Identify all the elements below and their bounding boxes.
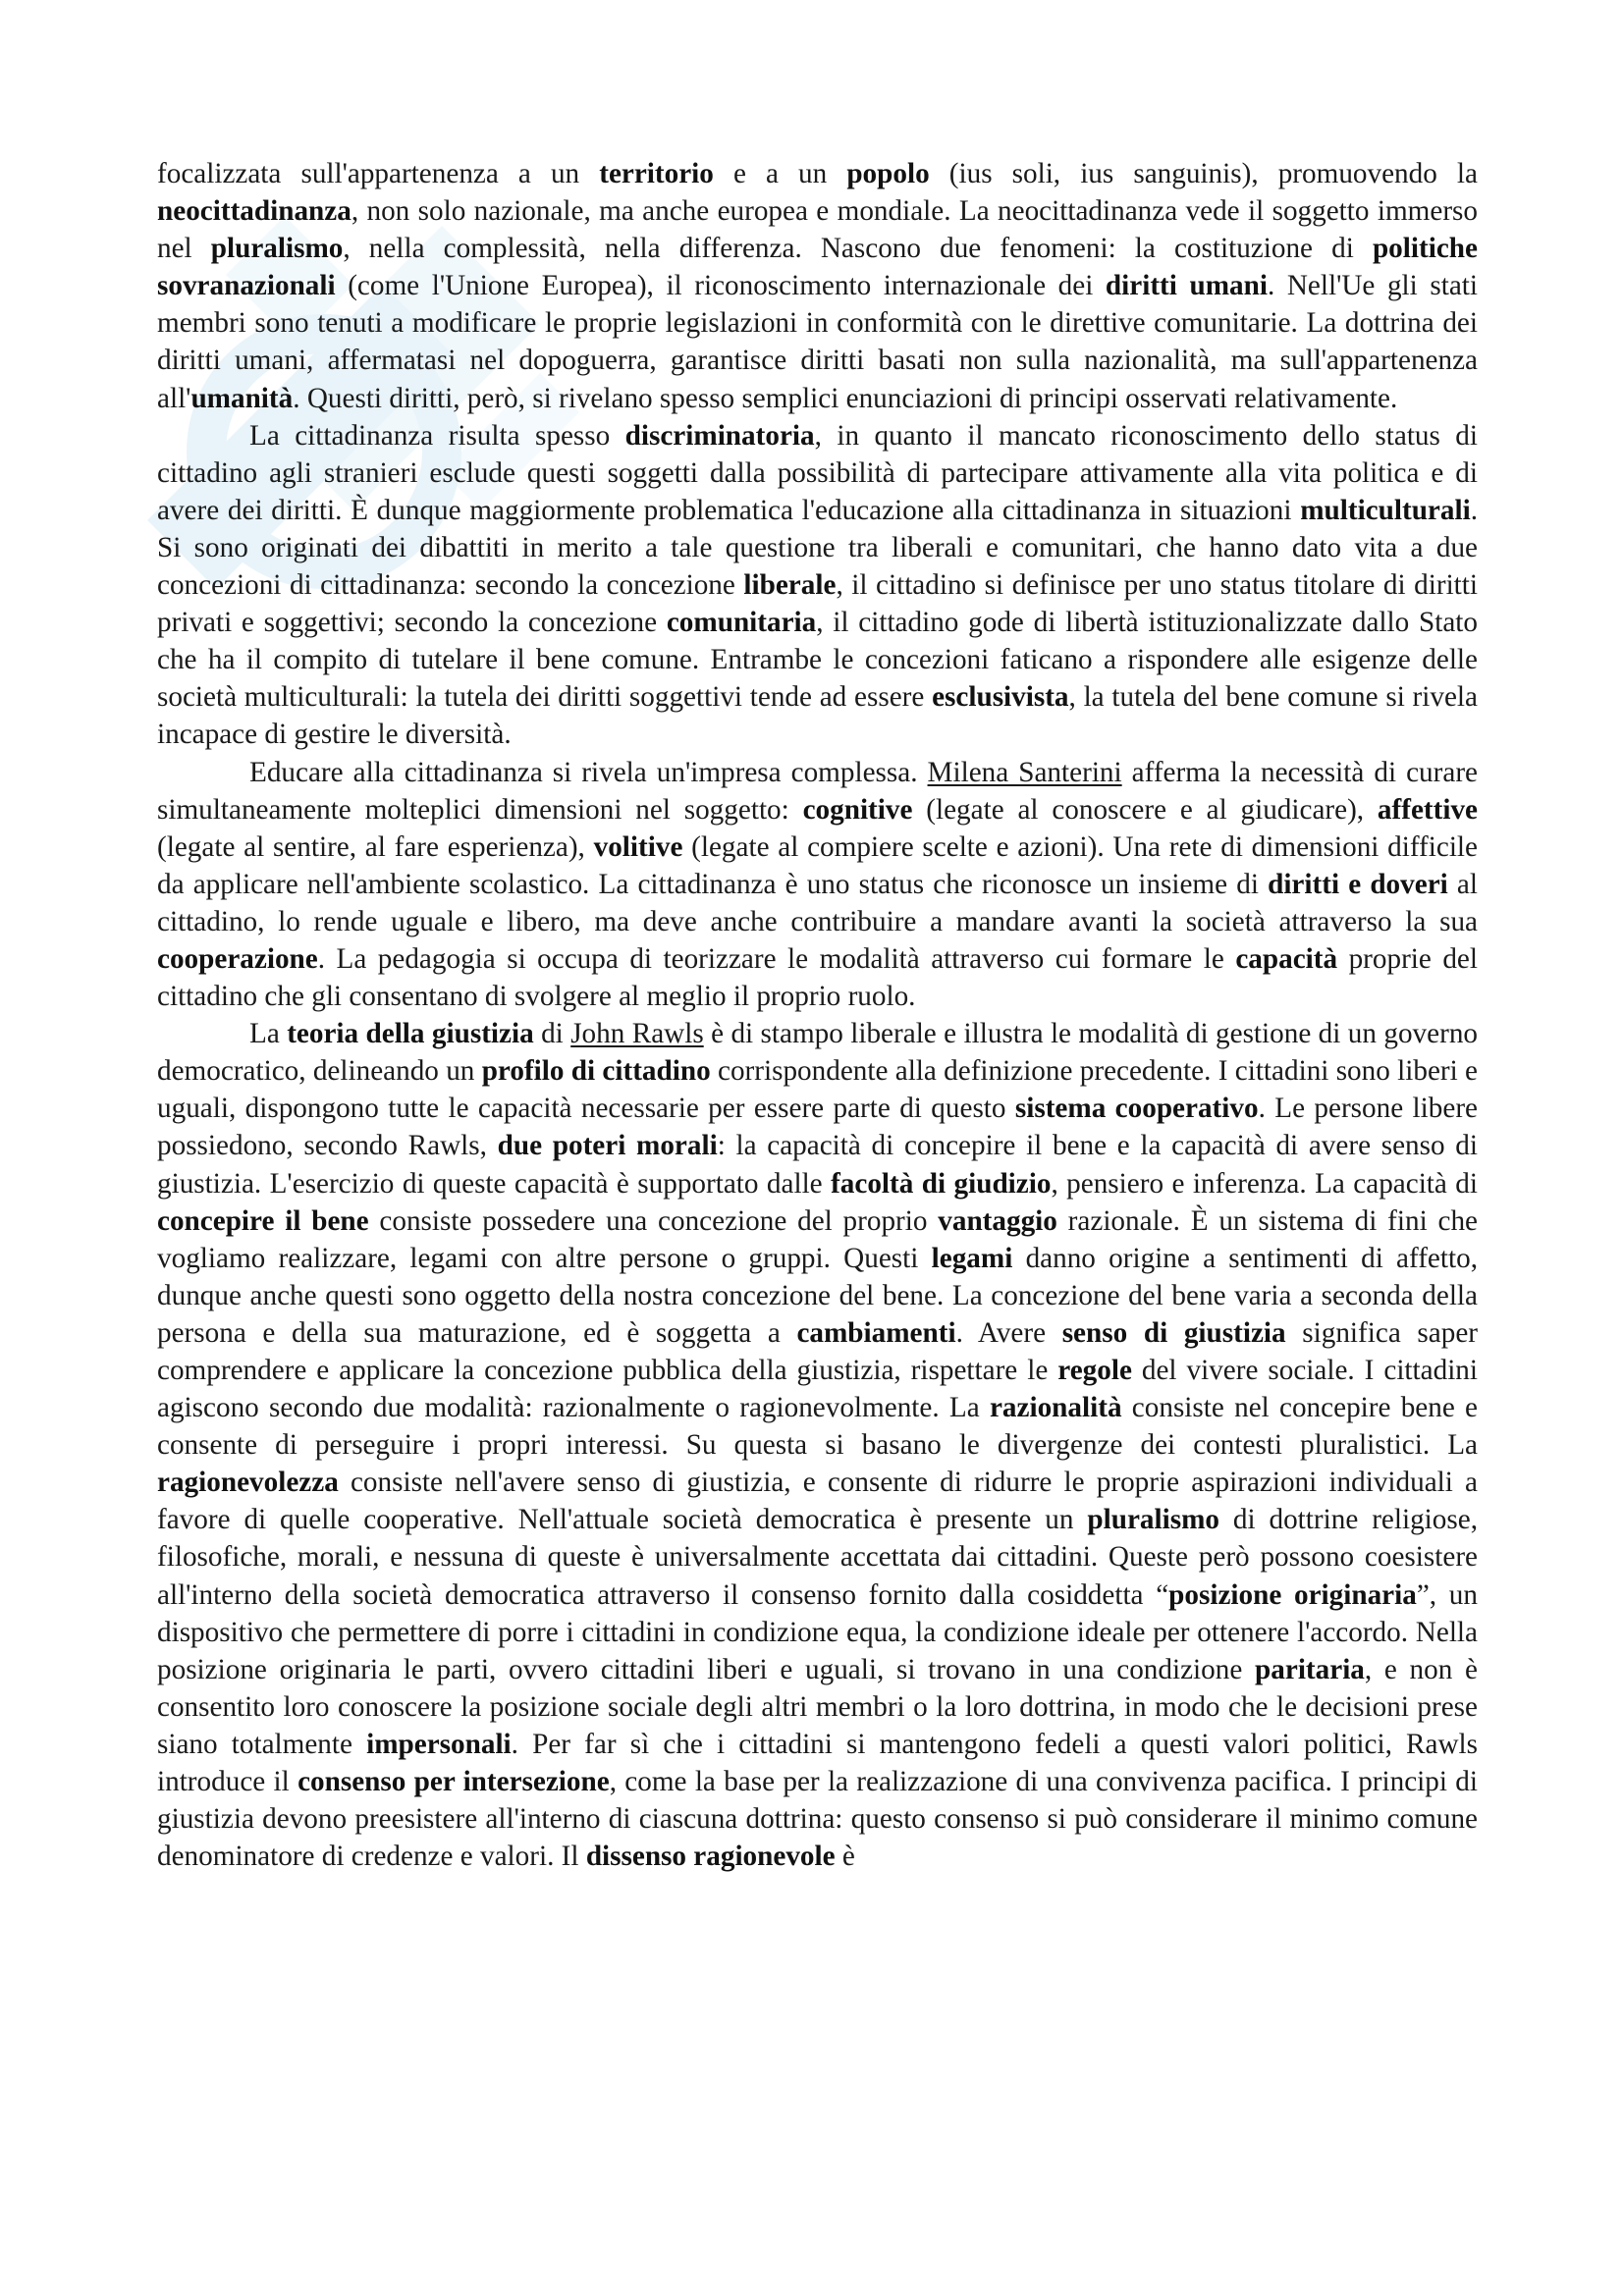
text-run: consiste possedere una concezione del proprio bbox=[368, 1204, 939, 1237]
text-run: . Si sono originati dei dibattiti in merito a tale questione tra liberali e comunitari, che hanno dato vita a due concezioni di cittadinanza: secondo la concezione bbox=[157, 494, 1478, 602]
bold-term: consenso per intersezione bbox=[298, 1766, 610, 1798]
bold-term: volitive bbox=[593, 830, 683, 863]
text-run: danno origine a sentimenti di affetto, dunque anche questi sono oggetto della nostra concezione del bene. La concezione del bene varia a seconda della persona e della sua maturazione, ed è soggetta a bbox=[157, 1242, 1478, 1349]
bold-term: multiculturali bbox=[1300, 494, 1471, 526]
bold-term: diritti umani bbox=[1105, 270, 1268, 302]
author-name: Milena Santerini bbox=[927, 756, 1122, 788]
text-run: razionale. È un sistema di fini che vogliamo realizzare, legami con altre persone o gruppi. Questi bbox=[157, 1204, 1478, 1274]
bold-term: pluralismo bbox=[1087, 1504, 1219, 1536]
bold-term: cambiamenti bbox=[796, 1316, 956, 1349]
text-run: . Questi diritti, però, si rivelano spesso semplici enunciazioni di principi osservati relativamente. bbox=[293, 382, 1398, 414]
bold-term: discriminatoria bbox=[624, 419, 815, 452]
bold-term: sistema cooperativo bbox=[1014, 1093, 1259, 1125]
text-run: : la capacità di concepire il bene e la capacità di avere senso di giustizia. L'esercizio di queste capacità è supportato dalle bbox=[157, 1130, 1478, 1200]
text-run: , il cittadino si definisce per uno status titolare di diritti privati e soggettivi; secondo la concezione bbox=[157, 569, 1479, 639]
text-run: (legate al sentire, al fare esperienza), bbox=[157, 830, 594, 863]
bold-term: dissenso ragionevole bbox=[585, 1841, 836, 1873]
text-run: . La pedagogia si occupa di teorizzare le modalità attraverso cui formare le bbox=[317, 942, 1236, 975]
bold-term: regole bbox=[1057, 1355, 1132, 1386]
bold-term: diritti e doveri bbox=[1268, 868, 1448, 900]
bold-term: posizione originaria bbox=[1168, 1578, 1417, 1611]
bold-term: ragionevolezza bbox=[157, 1467, 339, 1499]
text-run: (legate al conoscere e al giudicare), bbox=[912, 793, 1378, 826]
text-run: . Avere bbox=[955, 1316, 1062, 1349]
text-run: di bbox=[533, 1018, 571, 1050]
text-run: del vivere sociale. I cittadini agiscono secondo due modalità: razionalmente o ragionevolmente. La bbox=[157, 1355, 1479, 1424]
text-run: , la tutela del bene comune si rivela incapace di gestire le diversità. bbox=[157, 681, 1478, 751]
bold-term: comunitaria bbox=[666, 607, 817, 639]
text-run: (ius soli, ius sanguinis), promuovendo la bbox=[929, 158, 1478, 189]
author-name: John Rawls bbox=[570, 1018, 704, 1050]
text-run: è di stampo liberale e illustra le modalità di gestione di un governo democratico, delineando un bbox=[157, 1018, 1479, 1088]
bold-term: esclusivista bbox=[932, 681, 1069, 714]
bold-term: capacità bbox=[1235, 942, 1338, 975]
text-run: , come la base per la realizzazione di una convivenza pacifica. I principi di giustizia devono preesistere all'interno di ciascuna dottrina: questo consenso si può considerare il minimo comune denominatore di credenze e valori. Il bbox=[157, 1766, 1478, 1873]
text-run: Educare alla cittadinanza si rivela un'impresa complessa. bbox=[249, 756, 928, 788]
text-run: , nella complessità, nella differenza. Nascono due fenomeni: la costituzione di bbox=[343, 233, 1373, 265]
text-run: La bbox=[249, 1018, 288, 1050]
text-run: . Nell'Ue gli stati membri sono tenuti a modificare le proprie legislazioni in conformità con le direttive comunitarie. La dottrina dei diritti umani, affermatasi nel dopoguerra, garantisce diritti basati non sulla nazionalità, ma sull'appartenenza all' bbox=[157, 270, 1479, 414]
bold-term: legami bbox=[931, 1242, 1013, 1274]
text-run: La cittadinanza risulta spesso bbox=[249, 419, 625, 452]
text-run: e a un bbox=[713, 158, 847, 189]
bold-term: concepire il bene bbox=[157, 1204, 369, 1237]
text-run: , in quanto il mancato riconoscimento dello status di cittadino agli stranieri esclude questi soggetti dalla possibilità di partecipare attivamente alla vita politica e di avere dei diritti. È dunque maggiormente problematica l'educazione alla cittadinanza in situazioni bbox=[157, 419, 1479, 526]
bold-term: cooperazione bbox=[157, 942, 318, 975]
bold-term: liberale bbox=[743, 569, 837, 602]
text-run: consiste nell'avere senso di giustizia, e consente di ridurre le proprie aspirazioni individuali a favore di quelle cooperative. Nell'attuale società democratica è presente un bbox=[157, 1467, 1478, 1536]
bold-term: vantaggio bbox=[938, 1204, 1057, 1237]
paragraph-2 bbox=[157, 417, 1478, 754]
bold-term: politiche sovranazionali bbox=[157, 233, 1478, 302]
bold-term: pluralismo bbox=[210, 233, 344, 265]
paragraph-4 bbox=[157, 1015, 1478, 1875]
bold-term: profilo di cittadino bbox=[481, 1055, 711, 1088]
bold-term: umanità bbox=[190, 382, 294, 414]
text-run: significa saper comprendere e applicare la concezione pubblica della giustizia, rispettare le bbox=[157, 1316, 1479, 1386]
bold-term: senso di giustizia bbox=[1061, 1316, 1286, 1349]
text-run: , pensiero e inferenza. La capacità di bbox=[1051, 1167, 1478, 1200]
paragraph-3 bbox=[157, 754, 1478, 1016]
bold-term: impersonali bbox=[366, 1728, 512, 1760]
text-run: è bbox=[835, 1841, 855, 1873]
bold-term: territorio bbox=[599, 158, 714, 189]
text-run: di dottrine religiose, filosofiche, morali, e nessuna di queste è universalmente accettata dai cittadini. Queste però possono coesistere all'interno della società democratica attraverso il consenso fornito dalla cosiddetta “ bbox=[157, 1504, 1478, 1611]
text-run: , il cittadino gode di libertà istituzionalizzate dallo Stato che ha il compito di tutelare il bene comune. Entrambe le concezioni faticano a rispondere alle esigenze delle società multiculturali: la tutela dei diritti soggettivi tende ad essere bbox=[157, 607, 1478, 714]
bold-term: teoria della giustizia bbox=[287, 1018, 534, 1050]
text-run: , e non è consentito loro conoscere la posizione sociale degli altri membri o la loro dottrina, in modo che le decisioni prese siano totalmente bbox=[157, 1653, 1479, 1760]
text-run: consiste nel concepire bene e consente di perseguire i propri interessi. Su questa si basano le divergenze dei contesti pluralistici. La bbox=[157, 1392, 1479, 1462]
bold-term: popolo bbox=[846, 158, 930, 189]
bold-term: affettive bbox=[1377, 793, 1479, 826]
bold-term: neocittadinanza bbox=[157, 195, 352, 228]
paragraph-1 bbox=[157, 155, 1478, 417]
document-text bbox=[157, 155, 1478, 1875]
text-run: (legate al compiere scelte e azioni). Una rete di dimensioni difficile da applicare nell'ambiente scolastico. La cittadinanza è uno status che riconosce un insieme di bbox=[157, 830, 1478, 900]
text-run: , non solo nazionale, ma anche europea e mondiale. La neocittadinanza vede il soggetto immerso nel bbox=[157, 195, 1478, 265]
text-run: (come l'Unione Europea), il riconoscimento internazionale dei bbox=[335, 270, 1106, 302]
text-run: proprie del cittadino che gli consentano di svolgere al meglio il proprio ruolo. bbox=[157, 942, 1478, 1013]
text-run: corrispondente alla definizione precedente. I cittadini sono liberi e uguali, dispongono tutte le capacità necessarie per essere parte di questo bbox=[157, 1055, 1478, 1125]
text-run: . Per far sì che i cittadini si mantengono fedeli a questi valori politici, Rawls introduce il bbox=[157, 1728, 1478, 1798]
bold-term: facoltà di giudizio bbox=[831, 1167, 1052, 1200]
text-run: afferma la necessità di curare simultaneamente molteplici dimensioni nel soggetto: bbox=[157, 756, 1478, 826]
text-run: focalizzata sull'appartenenza a un bbox=[157, 158, 600, 189]
bold-term: paritaria bbox=[1255, 1653, 1365, 1685]
text-run: . Le persone libere possiedono, secondo Rawls, bbox=[157, 1093, 1479, 1162]
bold-term: cognitive bbox=[802, 793, 913, 826]
bold-term: due poteri morali bbox=[497, 1130, 718, 1162]
text-run: al cittadino, lo rende uguale e libero, ma deve anche contribuire a mandare avanti la società attraverso la sua bbox=[157, 868, 1478, 937]
text-run: ”, un dispositivo che permettere di porre i cittadini in condizione equa, la condizione ideale per ottenere l'accordo. Nella posizione originaria le parti, ovvero cittadini liberi e uguali, si trovano in una condizione bbox=[157, 1578, 1478, 1685]
bold-term: razionalità bbox=[989, 1392, 1122, 1424]
